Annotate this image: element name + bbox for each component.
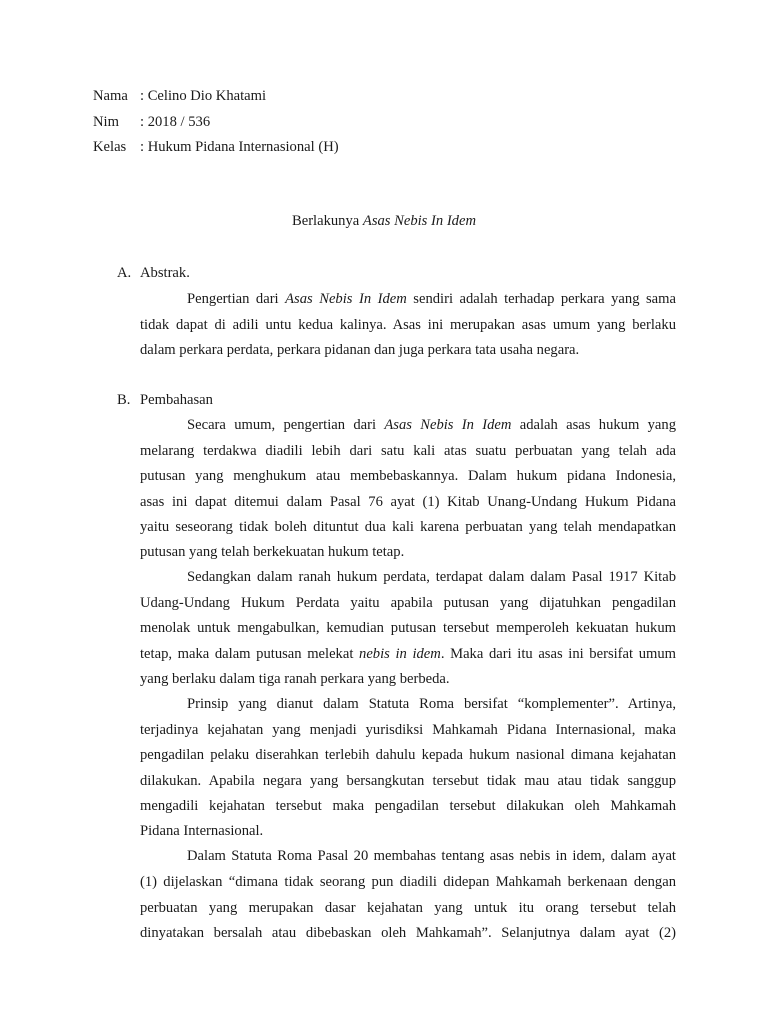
line-text: asas ini dapat ditemui dalam Pasal 76 ayat (1) Kitab Unang-Undang Hukum Pidana — [140, 494, 676, 510]
section-b-letter: B. — [117, 392, 131, 408]
line-text: tetap, maka dalam putusan melekat — [140, 646, 360, 662]
paragraph-line — [140, 821, 676, 841]
nama-label: Nama — [93, 88, 128, 104]
kelas-value: : Hukum Pidana Internasional (H) — [140, 139, 339, 155]
line-text: Sedangkan dalam ranah hukum perdata, terdapat dalam dalam Pasal 1917 Kitab — [187, 569, 676, 585]
paragraph-line — [140, 466, 676, 486]
header-nim-row — [93, 112, 210, 132]
italic-term: Asas Nebis In Idem — [285, 291, 407, 307]
paragraph-line — [187, 289, 676, 309]
paragraph-line — [140, 492, 676, 512]
line-text: tidak dapat di adili untu kedua kalinya. Asas ini merupakan asas umum yang berlaku — [140, 317, 676, 333]
line-text: Udang-Undang Hukum Perdata yaitu apabila putusan yang dijatuhkan pengadilan — [140, 595, 676, 611]
line-text: melarang terdakwa diadili lebih dari satu kali atas suatu perbuatan yang telah ada — [140, 443, 676, 459]
line-text: Prinsip yang dianut dalam Statuta Roma bersifat “komplementer”. Artinya, — [187, 696, 676, 712]
line-text: . Maka dari itu asas ini bersifat umum — [440, 646, 676, 662]
nim-value: : 2018 / 536 — [140, 114, 211, 130]
paragraph-line — [187, 846, 676, 866]
section-b-title: Pembahasan — [140, 392, 213, 408]
line-text: Pengertian dari — [187, 291, 286, 307]
line-text: putusan yang menghukum atau membebaskannya. Dalam hukum pidana Indonesia, — [140, 468, 676, 484]
section-a-heading — [117, 263, 190, 283]
italic-term: nebis in idem — [359, 646, 441, 662]
line-text: putusan yang telah berkekuatan hukum tetap. — [140, 544, 405, 560]
paragraph-line — [140, 720, 676, 740]
paragraph-line — [140, 872, 676, 892]
section-b-heading — [117, 390, 213, 410]
section-a-letter: A. — [117, 265, 132, 281]
paragraph-line — [140, 542, 676, 562]
title-prefix: Berlakunya — [291, 213, 363, 229]
paragraph-line — [140, 315, 676, 335]
nim-label: Nim — [93, 114, 119, 130]
paragraph-line — [140, 898, 676, 918]
document-title — [0, 211, 768, 231]
paragraph-line — [187, 567, 676, 587]
paragraph-line — [187, 415, 676, 435]
paragraph-line — [140, 644, 676, 664]
header-nama-row — [93, 86, 266, 106]
paragraph-line — [140, 517, 676, 537]
line-text: (1) dijelaskan “dimana tidak seorang pun diadili didepan Mahkamah berkenaan dengan — [140, 874, 676, 890]
line-text: dilakukan. Apabila negara yang bersangkutan tersebut tidak mau atau tidak sanggup — [140, 773, 676, 789]
kelas-label: Kelas — [93, 139, 127, 155]
line-text: Secara umum, pengertian dari — [187, 417, 385, 433]
header-kelas-row — [93, 137, 339, 157]
line-text: menolak untuk mengabulkan, kemudian putusan tersebut memperoleh kekuatan hukum — [140, 620, 676, 636]
line-text: sendiri adalah terhadap perkara yang sama — [406, 291, 676, 307]
paragraph-line — [140, 593, 676, 613]
paragraph-line — [140, 745, 676, 765]
paragraph-line — [140, 923, 676, 943]
line-text: Dalam Statuta Roma Pasal 20 membahas tentang asas nebis in idem, dalam ayat — [187, 848, 676, 864]
italic-term: Asas Nebis In Idem — [384, 417, 512, 433]
paragraph-line — [140, 340, 676, 360]
paragraph-line — [140, 796, 676, 816]
title-italic: Asas Nebis In Idem — [362, 213, 476, 229]
line-text: yang berlaku dalam tiga ranah perkara yang berbeda. — [140, 671, 450, 687]
line-text: pengadilan pelaku diserahkan terlebih dahulu kepada hukum nasional dimana kejahatan — [140, 747, 676, 763]
paragraph-line — [140, 669, 676, 689]
line-text: perbuatan yang merupakan dasar kejahatan yang untuk itu orang tersebut telah — [140, 900, 676, 916]
paragraph-line — [187, 694, 676, 714]
line-text: yaitu seseorang tidak boleh dituntut dua kali karena perbuatan yang telah mendapatkan — [140, 519, 676, 535]
line-text: adalah asas hukum yang — [511, 417, 676, 433]
paragraph-line — [140, 441, 676, 461]
line-text: dalam perkara perdata, perkara pidanan dan juga perkara tata usaha negara. — [140, 342, 580, 358]
nama-value: : Celino Dio Khatami — [140, 88, 267, 104]
paragraph-line — [140, 771, 676, 791]
line-text: mengadili kejahatan tersebut maka pengadilan tersebut dilakukan oleh Mahkamah — [140, 798, 676, 814]
line-text: dinyatakan bersalah atau dibebaskan oleh Mahkamah”. Selanjutnya dalam ayat (2) — [140, 925, 676, 941]
section-a-title: Abstrak. — [140, 265, 190, 281]
line-text: terjadinya kejahatan yang menjadi yurisdiksi Mahkamah Pidana Internasional, maka — [140, 722, 676, 738]
paragraph-line — [140, 618, 676, 638]
line-text: Pidana Internasional. — [140, 823, 264, 839]
